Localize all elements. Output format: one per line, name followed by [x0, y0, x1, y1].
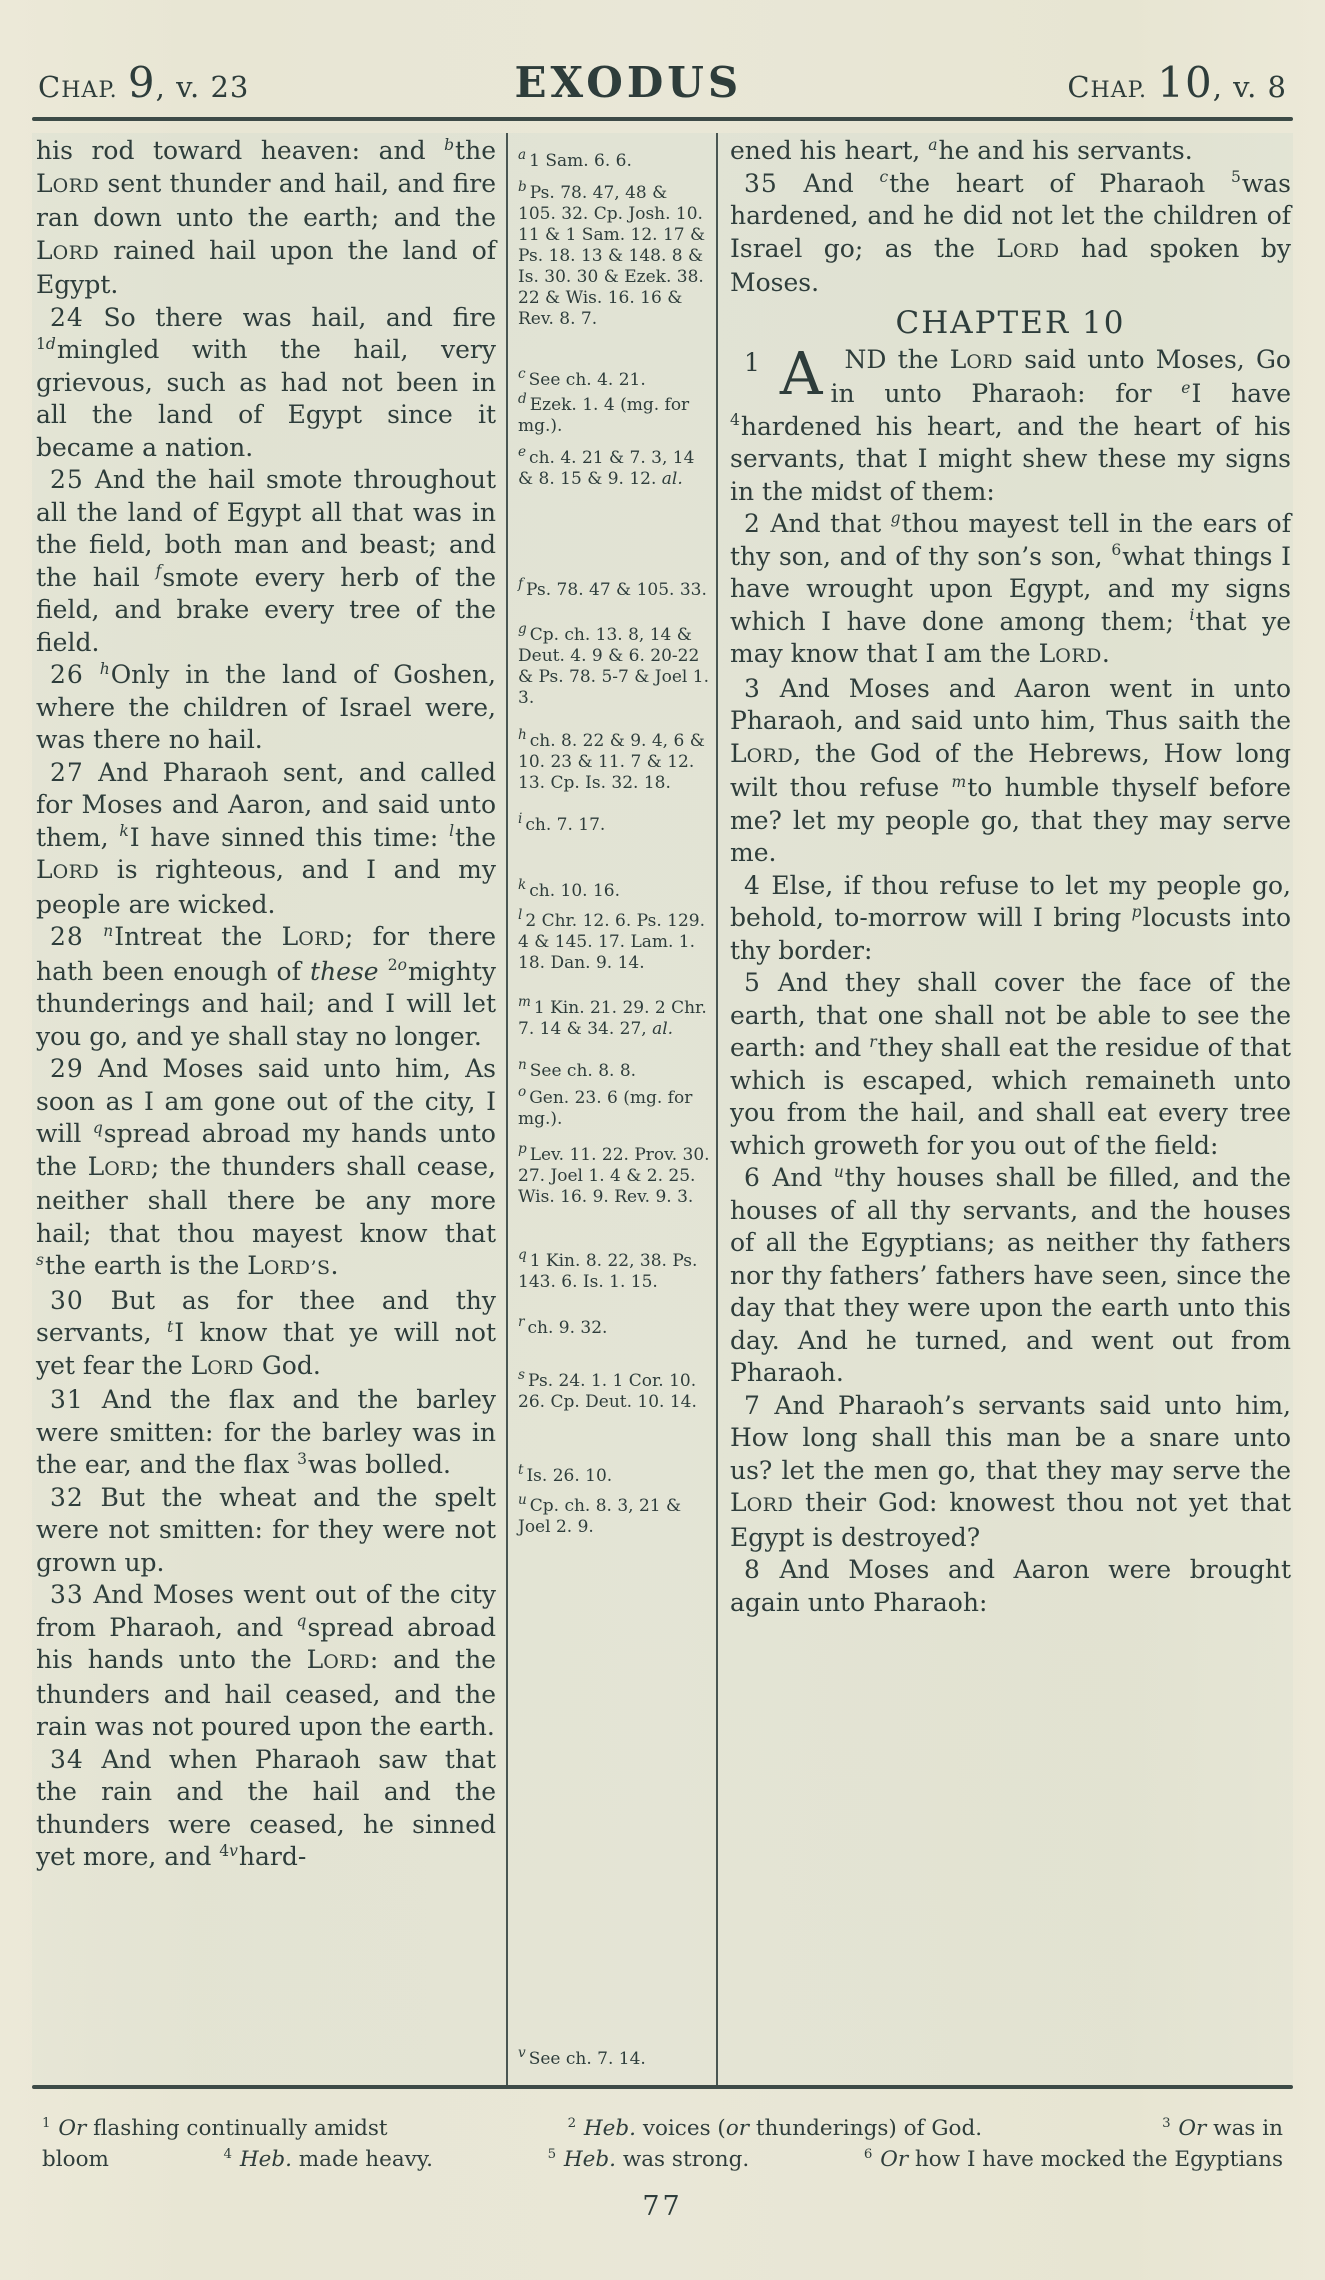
verse-28: 28 $^n$Intreat the LORD; for there hath been enough of these $^{2o}$mighty thunderings and hail; and I will let you go, and ye shall stay no longer. — [36, 921, 496, 1051]
footnote-line-2 — [42, 2144, 1283, 2175]
footnote: $^6$ Or how I have mocked the Egyptians — [863, 2146, 1283, 2172]
verse-continuation: his rod toward heaven: and $^b$the LORD sent thunder and hail, and fire ran down unto the earth; and the LORD rained hail upon the land of Egypt. — [36, 135, 496, 299]
verse-34: 34 And when Pharaoh saw that the rain and the hail and the thunders were ceased, he sinned yet more, and $^{4v}$hard- — [36, 1744, 496, 1871]
verse-number: 28 — [50, 922, 84, 951]
chapter-heading: CHAPTER 10 — [895, 304, 1126, 341]
footnote: $^5$ Heb. was strong. — [547, 2146, 750, 2172]
verse-32: 32 But the wheat and the spelt were not smitten: for they were not grown up. — [36, 1482, 496, 1577]
verse-31: 31 And the flax and the barley were smitten: for the barley was in the ear, and the flax $^3$was bolled. — [36, 1385, 496, 1479]
cross-reference-i: $^i$ ch. 7. 17. — [518, 811, 606, 835]
cross-reference-f: $^f$ Ps. 78. 47 & 105. 33. — [518, 576, 707, 600]
verse-number: 8 — [744, 1555, 761, 1584]
verse-5: 5 And they shall cover the face of the earth, that one shall not be able to see the earth: and $^r$they shall eat the residue of that which is escaped, which remaineth unto you from the hail, and shall eat every tree which groweth for you out of the field: — [730, 968, 1291, 1160]
cross-reference-s: $^s$ Ps. 24. 1. 1 Cor. 10. 26. Cp. Deut. 10. 14. — [518, 1367, 697, 1412]
cross-reference-r: $^r$ ch. 9. 32. — [518, 1314, 608, 1338]
header-chapter-left: CHAP. 9, v. 23 — [38, 58, 250, 107]
footnote: $^1$ Or flashing continually amidst — [42, 2115, 388, 2141]
verse-number: 7 — [744, 1390, 761, 1420]
verse-2: 2 And that $^g$thou mayest tell in the ears of thy son, and of thy son’s son, $^6$what things I have wrought upon Egypt, and my signs which I have done among them; $^i$that ye may know that I am the LORD. — [730, 508, 1291, 668]
scripture-column-right — [718, 133, 1293, 2085]
page-number: 77 — [642, 2191, 683, 2222]
footnote: $^4$ Heb. made heavy. — [223, 2146, 433, 2172]
text-columns — [32, 133, 1293, 2085]
cross-reference-p: $^p$ Lev. 11. 22. Prov. 30. 27. Joel 1. 4 & 2. 25. Wis. 16. 9. Rev. 9. 3. — [518, 1141, 710, 1207]
page-footer — [32, 2113, 1293, 2222]
cross-reference-b: $^b$ Ps. 78. 47, 48 & 105. 32. Cp. Josh. 10. 11 & 1 Sam. 12. 17 & Ps. 18. 13 & 148. 8 & Is. 30. 30 & Ezek. 38. 22 & Wis. 16. 16 & Rev. 8. 7. — [518, 179, 706, 329]
column-divider — [716, 133, 718, 2085]
cross-reference-c: $^c$ See ch. 4. 21. — [518, 366, 646, 390]
verse-35: 35 And $^c$the heart of Pharaoh $^5$was hardened, and he did not let the children of Israel go; as the LORD had spoken by Moses. — [730, 168, 1291, 297]
cross-reference-d: $^d$ Ezek. 1. 4 (mg. for mg.). — [518, 391, 690, 436]
cross-reference-e: $^e$ ch. 4. 21 & 7. 3, 14 & 8. 15 & 9. 12. al. — [518, 444, 695, 489]
verse-number: 24 — [50, 302, 84, 332]
verse-24: 24 So there was hail, and fire $^{1d}$mingled with the hail, very grievous, such as had not been in all the land of Egypt since it became a nation. — [36, 302, 496, 462]
verse-number: 2 — [744, 509, 761, 538]
cross-reference-o: $^o$ Gen. 23. 6 (mg. for mg.). — [518, 1084, 693, 1129]
verse-number: 5 — [744, 968, 761, 997]
cross-reference-a: $^a$ 1 Sam. 6. 6. — [518, 147, 632, 171]
cross-reference-q: $^q$ 1 Kin. 8. 22, 38. Ps. 143. 6. Is. 1. 15. — [518, 1247, 698, 1292]
scripture-column-left — [32, 133, 506, 2085]
cross-reference-u: $^u$ Cp. ch. 8. 3, 21 & Joel 2. 9. — [518, 1492, 682, 1537]
verse-25: 25 And the hail smote throughout all the land of Egypt all that was in the field, both man and beast; and the hail $^f$smote every herb of the field, and brake every tree of the field. — [36, 465, 496, 657]
verse-8: 8 And Moses and Aaron were brought again unto Pharaoh: — [730, 1555, 1291, 1617]
cross-reference-l: $^l$ 2 Chr. 12. 6. Ps. 129. 4 & 145. 17. Lam. 1. 18. Dan. 9. 14. — [518, 907, 706, 973]
verse-7: 7 And Pharaoh’s servants said unto him, How long shall this man be a snare unto us? let the men go, that they may serve the LORD their God: knowest thou not yet that Egypt is destroyed? — [730, 1390, 1291, 1552]
footnote: $^3$ Or was in — [1162, 2115, 1283, 2141]
verse-number: 32 — [50, 1482, 84, 1512]
cross-reference-k: $^k$ ch. 10. 16. — [518, 877, 621, 901]
verse-number: 25 — [50, 465, 84, 494]
footer-rule — [32, 2085, 1293, 2089]
verse-number: 29 — [50, 1054, 84, 1083]
cross-reference-h: $^h$ ch. 8. 22 & 9. 4, 6 & 10. 23 & 11. 7 & 12. 13. Cp. Is. 32. 18. — [518, 727, 705, 793]
footnotes — [42, 2113, 1283, 2175]
footnote: $^2$ Heb. voices (or thunderings) of God. — [567, 2115, 983, 2141]
verse-29: 29 And Moses said unto him, As soon as I am gone out of the city, I will $^q$spread abroad my hands unto the LORD; the thunders shall cease, neither shall there be any more hail; that thou mayest know that $^s$the earth is the LORD’S. — [36, 1054, 496, 1280]
cross-reference-t: $^t$ Is. 26. 10. — [518, 1462, 613, 1486]
cross-reference-g: $^g$ Cp. ch. 13. 8, 14 & Deut. 4. 9 & 6. 20-22 & Ps. 78. 5-7 & Joel 1. 3. — [518, 621, 709, 708]
verse-33: 33 And Moses went out of the city from Pharaoh, and $^q$spread abroad his hands unto the LORD: and the thunders and hail ceased, and the rain was not poured upon the earth. — [36, 1580, 496, 1741]
header-rule — [32, 117, 1293, 121]
verse-number: 3 — [744, 673, 761, 703]
verse-27: 27 And Pharaoh sent, and called for Moses and Aaron, and said unto them, $^k$I have sinned this time: $^l$the LORD is righteous, and I and my people are wicked. — [36, 757, 496, 919]
verse-3: 3 And Moses and Aaron went in unto Pharaoh, and said unto him, Thus saith the LORD, the God of the Hebrews, How long wilt thou refuse $^m$to humble thyself before me? let my people go, that they may serve me. — [730, 673, 1291, 867]
verse-number: 31 — [50, 1385, 84, 1414]
drop-cap: 1 A — [730, 347, 823, 401]
verse-26: 26 $^h$Only in the land of Goshen, where the children of Israel were, was there no hail. — [36, 659, 496, 754]
verse-number: 6 — [744, 1163, 761, 1192]
running-head — [32, 58, 1293, 107]
footnote-line-1 — [42, 2113, 1283, 2144]
verse-number: 26 — [50, 660, 84, 689]
verse-number: 1 — [744, 347, 761, 377]
footnote: bloom — [42, 2147, 109, 2172]
verse-6: 6 And $^u$thy houses shall be filled, and the houses of all thy servants, and the houses of all the Egyptians; as neither thy fathers nor thy fathers’ fathers have seen, since the day that they were upon the earth unto this day. And he turned, and went out from Pharaoh. — [730, 1162, 1291, 1387]
cross-reference-n: $^n$ See ch. 8. 8. — [518, 1057, 637, 1081]
header-chapter-right: CHAP. 10, v. 8 — [1067, 58, 1287, 107]
cross-reference-v: $^v$ See ch. 7. 14. — [518, 2045, 646, 2069]
cross-reference-m: $^m$ 1 Kin. 21. 29. 2 Chr. 7. 14 & 34. 27, al. — [518, 994, 707, 1039]
verse-4: 4 Else, if thou refuse to let my people go, behold, to-morrow will I bring $^p$locusts into thy border: — [730, 870, 1291, 965]
book-title: EXODUS — [514, 58, 743, 107]
verse-continuation: ened his heart, $^a$he and his servants. — [730, 135, 1193, 165]
verse-number: 35 — [744, 168, 778, 198]
verse-number: 34 — [50, 1744, 84, 1774]
verse-number: 30 — [50, 1285, 84, 1315]
verse-number: 33 — [50, 1580, 84, 1609]
verse-number: 4 — [744, 870, 761, 900]
cross-reference-column — [508, 133, 716, 2085]
verse-1: 1 A ND the LORD said unto Moses, Go in unto Pharaoh: for $^e$I have $^4$hardened his heart, and the heart of his servants, that I might shew these my signs in the midst of them: — [730, 338, 1291, 506]
verse-number: 27 — [50, 757, 84, 787]
verse-30: 30 But as for thee and thy servants, $^t$I know that ye will not yet fear the LORD God. — [36, 1285, 496, 1380]
